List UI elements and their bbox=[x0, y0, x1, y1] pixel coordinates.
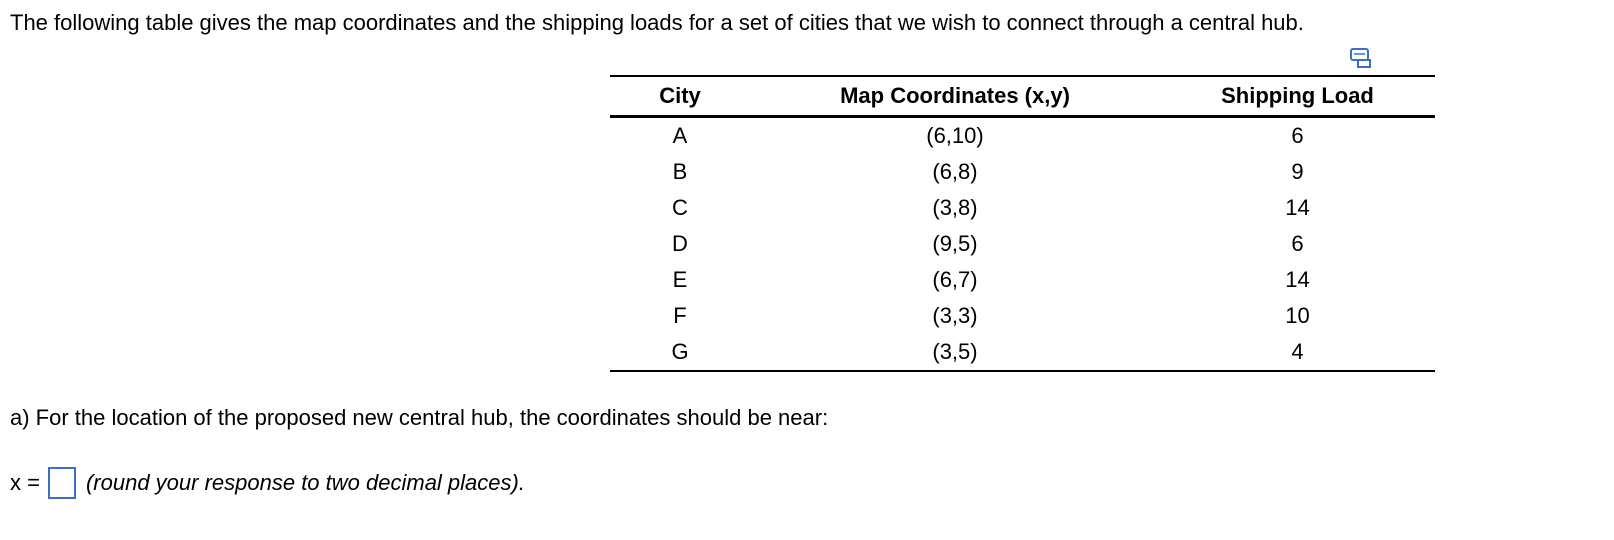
table-header-row bbox=[610, 76, 1435, 117]
cell-city: E bbox=[672, 267, 688, 292]
cell-city: F bbox=[673, 303, 687, 328]
rounding-instruction: (round your response to two decimal places). bbox=[85, 470, 525, 495]
question-text: a) For the location of the proposed new central hub, the coordinates should be near: bbox=[10, 405, 829, 430]
data-table bbox=[610, 75, 1435, 372]
cell-load: 14 bbox=[1285, 267, 1310, 292]
copy-icon[interactable] bbox=[1349, 46, 1373, 70]
cell-city: C bbox=[672, 195, 688, 220]
cell-coordinates: (3,5) bbox=[932, 339, 978, 364]
cell-city: G bbox=[671, 339, 689, 364]
cell-load: 6 bbox=[1291, 231, 1304, 256]
cell-load: 6 bbox=[1291, 123, 1304, 148]
cell-coordinates: (3,3) bbox=[932, 303, 978, 328]
cell-coordinates: (9,5) bbox=[932, 231, 978, 256]
cell-city: D bbox=[672, 231, 688, 256]
cell-coordinates: (3,8) bbox=[932, 195, 978, 220]
cell-city: B bbox=[672, 159, 688, 184]
cell-coordinates: (6,8) bbox=[932, 159, 978, 184]
table-row bbox=[610, 154, 1435, 190]
table-row bbox=[610, 334, 1435, 371]
cell-load: 14 bbox=[1285, 195, 1310, 220]
cell-coordinates: (6,7) bbox=[932, 267, 978, 292]
column-header-coordinates: Map Coordinates (x,y) bbox=[840, 83, 1070, 108]
cell-load: 4 bbox=[1291, 339, 1304, 364]
intro-text: The following table gives the map coordinates and the shipping loads for a set of cities that we wish to connect through a central hub. bbox=[10, 10, 1304, 35]
table-row bbox=[610, 226, 1435, 262]
x-answer-input[interactable] bbox=[48, 467, 76, 499]
column-header-city: City bbox=[659, 83, 701, 108]
cell-load: 10 bbox=[1285, 303, 1310, 328]
table-row bbox=[610, 117, 1435, 155]
table-row bbox=[610, 298, 1435, 334]
answer-row bbox=[10, 467, 525, 499]
cell-city: A bbox=[672, 123, 688, 148]
cell-load: 9 bbox=[1291, 159, 1304, 184]
table-row bbox=[610, 262, 1435, 298]
column-header-load: Shipping Load bbox=[1221, 83, 1374, 108]
cell-coordinates: (6,10) bbox=[926, 123, 984, 148]
table-row bbox=[610, 190, 1435, 226]
x-label: x = bbox=[10, 470, 40, 495]
